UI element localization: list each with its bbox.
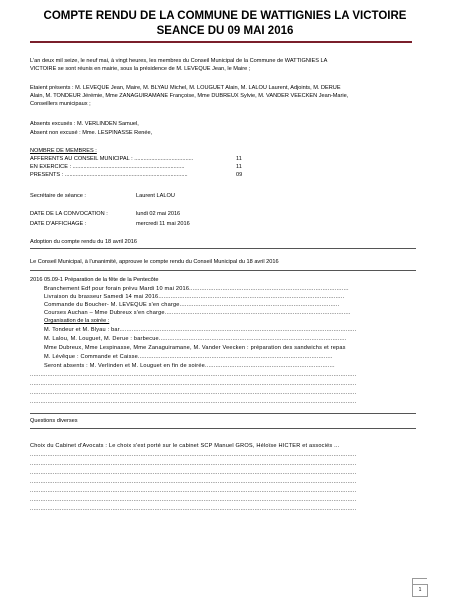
- dotted-line: ..........................................................................................................................................................................................: [30, 506, 357, 512]
- divider: [30, 270, 416, 271]
- membres-presents-value: 09: [236, 172, 243, 178]
- list-item: Courses Auchan – Mme Dubreux s'en charge..........................................................................................................: [44, 310, 351, 316]
- affichage-label: DATE D'AFFICHAGE :: [30, 221, 87, 227]
- dotted-line: ..........................................................................................................................................................................................: [30, 381, 357, 387]
- membres-presents-label: PRESENTS : ...............................................................................: [30, 172, 188, 178]
- dotted-line: ..........................................................................................................................................................................................: [30, 372, 357, 378]
- convocation-label: DATE DE LA CONVOCATION :: [30, 211, 108, 217]
- dotted-line: ..........................................................................................................................................................................................: [30, 488, 357, 494]
- list-item: Seront absents : M. Verlinden et M. Louguet en fin de soirée..........................................................................: [44, 363, 335, 369]
- page-number: 1: [412, 584, 428, 597]
- fete-heading: 2016 05.09-1 Préparation de la fête de la Pentecôte: [30, 277, 159, 283]
- secretaire-value: Laurent LALOU: [136, 193, 175, 199]
- presents-line3: Conseillers municipaux ;: [30, 101, 91, 107]
- list-item: M. Lévêque : Commande et Caisse...............................................................................................................: [44, 354, 333, 360]
- presents-line2: Alain, M. TONDEUR Jérémie, Mme ZANAGUIRAMANE Françoise, Mme DUBREUX Sylvie, M. VANDER VEECKEN Jean-Marie,: [30, 93, 349, 99]
- adoption-heading: Adoption du compte rendu du 18 avril 2016: [30, 239, 137, 245]
- dotted-line: ..........................................................................................................................................................................................: [30, 461, 357, 467]
- questions-heading: Questions diverses: [30, 418, 78, 424]
- secretaire-label: Secrétaire de séance :: [30, 193, 86, 199]
- document-title-line1: COMPTE RENDU DE LA COMMUNE DE WATTIGNIES LA VICTOIRE: [43, 10, 407, 22]
- dotted-line: ..........................................................................................................................................................................................: [30, 399, 357, 405]
- list-item: M. Lalou, M. Louguet, M. Derue : barbecue...........................................................................................................: [44, 336, 347, 342]
- list-item: M. Tondeur et M. Blyau : bar.......................................................................................................................................: [44, 327, 357, 333]
- intro-line2: VICTOIRE se sont réunis en mairie, sous la présidence de M. LEVEQUE Jean, le Maire ;: [30, 66, 251, 72]
- list-item: Branchement Edf pour forain prévu Mardi 10 mai 2016...........................................................................................: [44, 286, 349, 292]
- membres-afferents-value: 11: [236, 156, 242, 162]
- dotted-line: ..........................................................................................................................................................................................: [30, 479, 357, 485]
- membres-heading: NOMBRE DE MEMBRES :: [30, 148, 97, 154]
- membres-afferents-label: AFFERENTS AU CONSEIL MUNICIPAL : ......................................: [30, 156, 194, 162]
- list-item: Organisation de la soirée :: [44, 318, 110, 324]
- title-rule: [30, 41, 412, 43]
- membres-exercice-label: EN EXERCICE : ........................................................................: [30, 164, 185, 170]
- dotted-line: ..........................................................................................................................................................................................: [30, 470, 357, 476]
- list-item: Commande du Boucher- M. LEVEQUE s'en charge...........................................................................................: [44, 302, 340, 308]
- questions-text: Choix du Cabinet d'Avocats : Le choix s'est porté sur le cabinet SCP Manuel GROS, Héloïse HICTER et associés ...: [30, 443, 340, 449]
- list-item: Livraison du brasseur Samedi 14 mai 2016..........................................................................................................: [44, 294, 345, 300]
- affichage-value: mercredi 11 mai 2016: [136, 221, 190, 227]
- intro-line1: L'an deux mil seize, le neuf mai, à vingt heures, les membres du Conseil Municipal de la Commune de WATTIGNIES LA: [30, 58, 328, 64]
- divider: [30, 413, 416, 414]
- divider: [30, 248, 416, 249]
- divider: [30, 428, 416, 429]
- adoption-text: Le Conseil Municipal, à l'unanimité, approuve le compte rendu du Conseil Municipal du 18 avril 2016: [30, 259, 279, 265]
- document-title-line2: SEANCE DU 09 MAI 2016: [156, 25, 294, 37]
- membres-exercice-value: 11: [236, 164, 242, 170]
- list-item: Mme Dubreux, Mme Lespinasse, Mme Zanaguiramane, M. Vander Veecken : préparation des sandwichs et repas: [44, 345, 346, 351]
- dotted-line: ..........................................................................................................................................................................................: [30, 390, 357, 396]
- presents-line1: Etaient présents : M. LEVEQUE Jean, Maire, M. BLYAU Michel, M. LOUGUET Alain, M. LALOU Laurent, Adjoints, M. DERUE: [30, 85, 341, 91]
- absents-excuses: Absents excusés : M. VERLINDEN Samuel,: [30, 121, 139, 127]
- dotted-line: ..........................................................................................................................................................................................: [30, 452, 357, 458]
- dotted-line: ..........................................................................................................................................................................................: [30, 497, 357, 503]
- convocation-value: lundi 02 mai 2016: [136, 211, 181, 217]
- absents-non-excuses: Absent non excusé : Mme. LESPINASSE Renée,: [30, 130, 153, 136]
